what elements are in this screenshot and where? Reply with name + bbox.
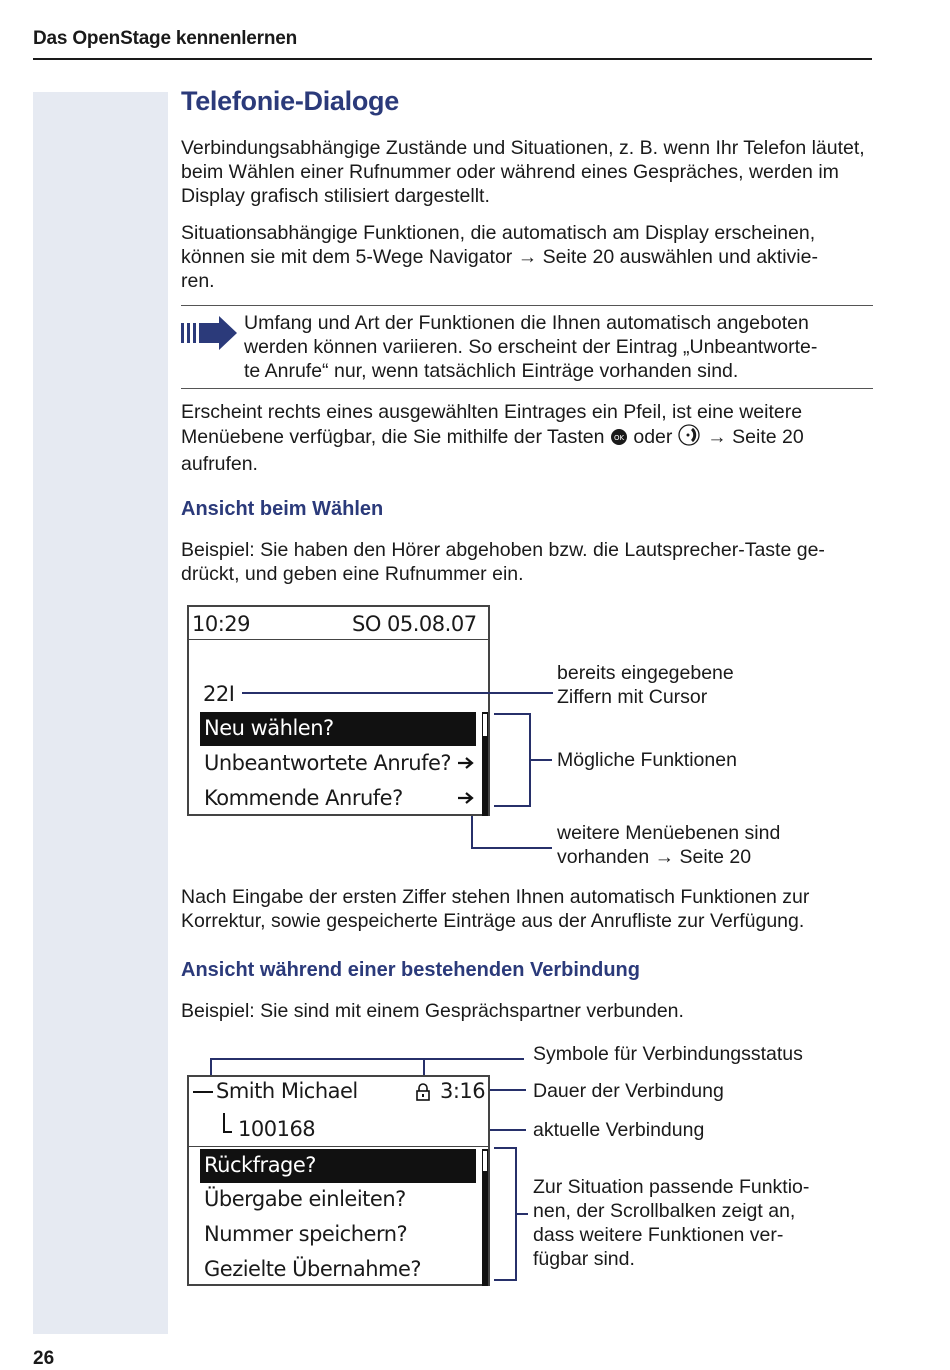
menu-item-uebergabe[interactable] bbox=[200, 1183, 476, 1217]
menu-item-label: Kommende Anrufe? bbox=[204, 786, 403, 810]
display-date: SO 05.08.07 bbox=[352, 612, 477, 636]
callout-functions: Mögliche Funktionen bbox=[557, 749, 737, 771]
running-header: Das OpenStage kennenlernen bbox=[33, 28, 298, 49]
submenu-line-middle: oder bbox=[633, 426, 673, 448]
callout-digits bbox=[557, 661, 734, 709]
menu-item-label: Gezielte Übernahme? bbox=[204, 1257, 422, 1281]
menu-item-label: Nummer speichern? bbox=[204, 1222, 408, 1246]
menu-item-label: Rückfrage? bbox=[204, 1153, 316, 1177]
display-input-digits: 22I bbox=[203, 682, 235, 706]
connection-branch-horizontal bbox=[223, 1131, 232, 1133]
menu-item-gezielte-uebernahme[interactable] bbox=[200, 1253, 476, 1287]
submenu-line-start: Menüebene verfügbar, die Sie mithilfe der Tasten bbox=[181, 426, 605, 448]
connection-branch-vertical bbox=[223, 1113, 225, 1133]
menu-item-rueckfrage[interactable] bbox=[200, 1149, 476, 1183]
dialing-heading: Ansicht beim Wählen bbox=[181, 498, 384, 520]
dialing-after-paragraph bbox=[181, 885, 873, 933]
navigator-paragraph-line: Situationsabhängige Funktionen, die automatisch am Display erscheinen, bbox=[181, 222, 816, 244]
callout-status-symbols: Symbole für Verbindungsstatus bbox=[533, 1043, 803, 1065]
callout-duration: Dauer der Verbindung bbox=[533, 1080, 724, 1102]
callout-current-connection: aktuelle Verbindung bbox=[533, 1119, 705, 1141]
submenu-line: aufrufen. bbox=[181, 453, 258, 475]
scrollbar-thumb[interactable] bbox=[483, 1151, 487, 1171]
submenu-line: Erscheint rechts eines ausgewählten Eintrages ein Pfeil, ist eine weitere bbox=[181, 401, 803, 423]
callout-line: dass weitere Funktionen ver- bbox=[533, 1224, 784, 1246]
display-scrollbar[interactable] bbox=[482, 1149, 488, 1286]
display-divider bbox=[189, 1146, 488, 1147]
intro-paragraph: Verbindungsabhängige Zustände und Situationen, z. B. wenn Ihr Telefon läutet, beim Wählen einer Rufnummer oder während eines Gespräches, werden im Display grafisch stilisiert dargestellt. bbox=[181, 137, 865, 207]
callout-line: Ziffern mit Cursor bbox=[557, 686, 708, 708]
callout-submenus bbox=[557, 821, 780, 869]
callout-scrollbar-functions bbox=[533, 1175, 809, 1271]
dialing-example-line: drückt, und geben eine Rufnummer ein. bbox=[181, 563, 524, 585]
callout-line: vorhanden → Seite 20 bbox=[557, 846, 752, 868]
note-line: werden können variieren. So erscheint der Eintrag „Unbeantworte- bbox=[244, 336, 818, 358]
menu-item-label: Neu wählen? bbox=[204, 716, 334, 740]
connection-heading: Ansicht während einer bestehenden Verbindung bbox=[181, 959, 640, 981]
lock-icon bbox=[416, 1083, 430, 1106]
callout-line: nen, der Scrollbalken zeigt an, bbox=[533, 1200, 796, 1222]
call-duration: 3:16 bbox=[440, 1079, 486, 1103]
caller-number: 100168 bbox=[238, 1117, 316, 1141]
note-line: te Anrufe“ nur, wenn tatsächlich Einträge vorhanden sind. bbox=[244, 360, 739, 382]
connection-example: Beispiel: Sie sind mit einem Gesprächspartner verbunden. bbox=[181, 1000, 684, 1022]
menu-item-label: Unbeantwortete Anrufe? bbox=[204, 751, 452, 775]
dialing-after-line: Korrektur, sowie gespeicherte Einträge aus der Anrufliste zur Verfügung. bbox=[181, 910, 805, 932]
section-title: Telefonie-Dialoge bbox=[181, 86, 399, 116]
dialing-after-line: Nach Eingabe der ersten Ziffer stehen Ihnen automatisch Funktionen zur bbox=[181, 886, 810, 908]
callout-line: fügbar sind. bbox=[533, 1248, 635, 1270]
navigator-paragraph-line: können sie mit dem 5-Wege Navigator → Seite 20 auswählen und aktivie- bbox=[181, 246, 818, 268]
submenu-line-end: → Seite 20 bbox=[707, 426, 804, 448]
display-time: 10:29 bbox=[192, 612, 251, 636]
page-number: 26 bbox=[33, 1348, 55, 1369]
menu-item-nummer-speichern[interactable] bbox=[200, 1218, 476, 1252]
note-line: Umfang und Art der Funktionen die Ihnen automatisch angeboten bbox=[244, 312, 809, 334]
callout-line: bereits eingegebene bbox=[557, 662, 734, 684]
callout-line: Zur Situation passende Funktio- bbox=[533, 1176, 810, 1198]
caller-name: Smith Michael bbox=[216, 1079, 358, 1103]
svg-text:OK: OK bbox=[613, 434, 624, 442]
callout-line: weitere Menüebenen sind bbox=[557, 822, 781, 844]
menu-item-label: Übergabe einleiten? bbox=[204, 1187, 406, 1211]
phone-display-connection bbox=[187, 1075, 490, 1286]
dialing-example-line: Beispiel: Sie haben den Hörer abgehoben bzw. die Lautsprecher-Taste ge- bbox=[181, 539, 825, 561]
connection-status-dash bbox=[193, 1091, 213, 1093]
navigator-paragraph-line: ren. bbox=[181, 270, 215, 292]
